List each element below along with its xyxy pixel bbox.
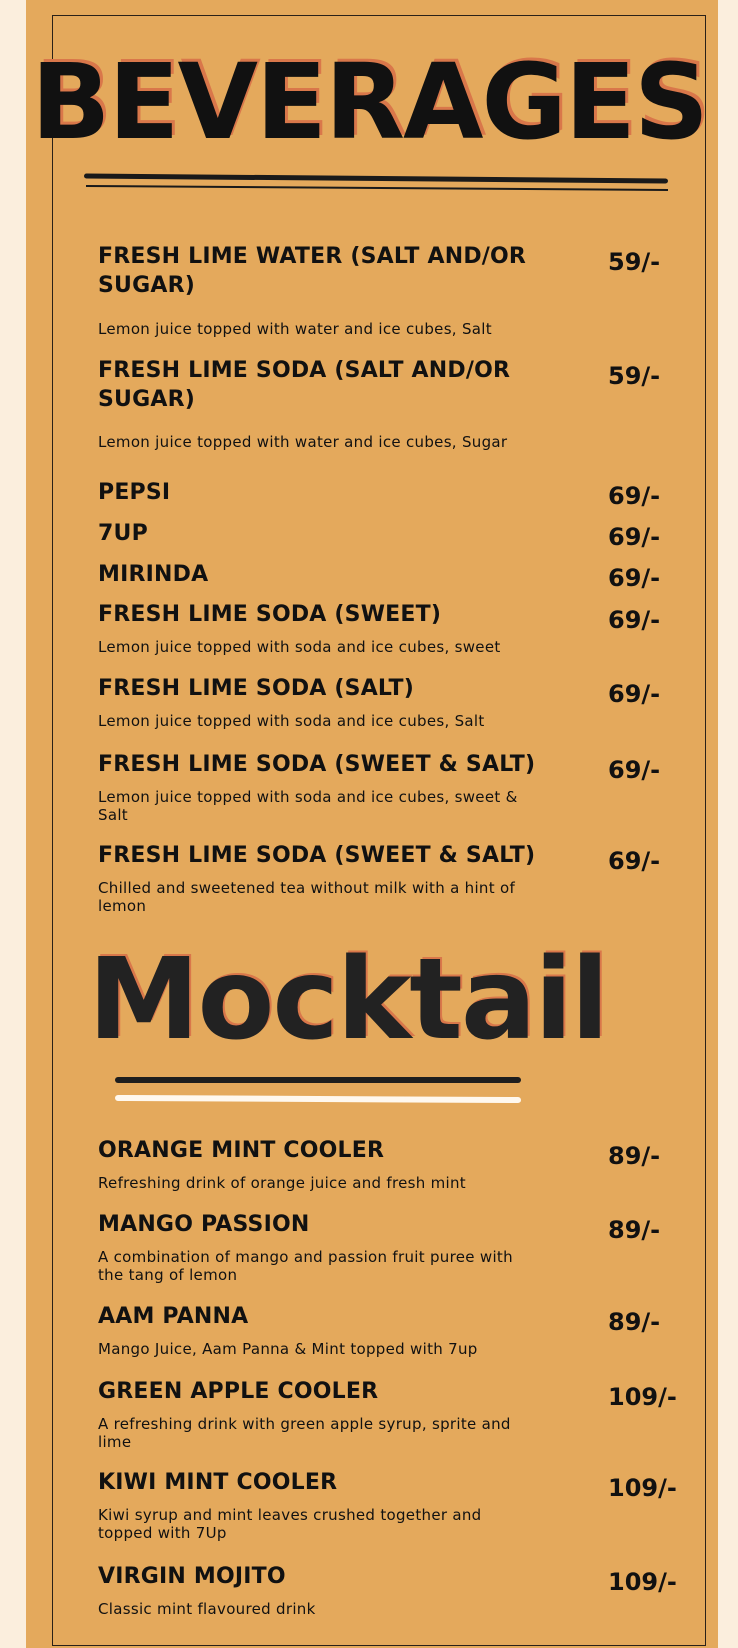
item-name: MIRINDA [98,562,209,587]
item-name: FRESH LIME SODA (SALT AND/OR SUGAR) [98,358,511,412]
item-price: 109/- [608,1568,677,1596]
item-description: Lemon juice topped with water and ice cubes, Salt [98,320,492,338]
item-name: FRESH LIME SODA (SWEET & SALT) [98,843,536,868]
item-name: MANGO PASSION [98,1212,310,1237]
item-description: A refreshing drink with green apple syrup, sprite and lime [98,1415,511,1451]
item-price: 109/- [608,1474,677,1502]
item-price: 109/- [608,1383,677,1411]
item-description: Chilled and sweetened tea without milk with a hint of lemon [98,879,516,915]
item-price: 89/- [608,1308,661,1336]
item-description: Lemon juice topped with water and ice cubes, Sugar [98,433,508,451]
item-price: 69/- [608,482,661,510]
item-price: 69/- [608,564,661,592]
mocktail-underline-dark [115,1077,521,1083]
item-description: Kiwi syrup and mint leaves crushed together and topped with 7Up [98,1506,482,1542]
menu-item [98,1377,698,1451]
item-description: Lemon juice topped with soda and ice cubes, sweet [98,638,501,656]
item-description: Mango Juice, Aam Panna & Mint topped with 7up [98,1340,478,1358]
menu-item [98,750,698,824]
menu-item [98,560,698,592]
item-price: 59/- [608,248,661,276]
menu-item [98,1468,698,1542]
item-price: 59/- [608,362,661,390]
item-price: 69/- [608,756,661,784]
item-name: FRESH LIME SODA (SWEET & SALT) [98,752,536,777]
item-price: 69/- [608,847,661,875]
item-name: GREEN APPLE COOLER [98,1379,379,1404]
menu-item [98,519,698,551]
item-price: 69/- [608,680,661,708]
item-description: Lemon juice topped with soda and ice cubes, Salt [98,712,485,730]
item-description: Refreshing drink of orange juice and fresh mint [98,1174,466,1192]
menu-item [98,674,698,730]
item-name: FRESH LIME SODA (SWEET) [98,602,442,627]
item-name: ORANGE MINT COOLER [98,1138,385,1163]
menu-item [98,356,698,451]
menu-item [98,841,698,915]
item-description: A combination of mango and passion fruit puree with the tang of lemon [98,1248,513,1284]
item-description: Lemon juice topped with soda and ice cubes, sweet & Salt [98,788,518,824]
menu-item [98,600,698,656]
section-title-beverages: BEVERAGES [31,41,707,163]
item-name: AAM PANNA [98,1304,249,1329]
menu-item [98,1210,698,1284]
menu-item [98,242,698,338]
item-price: 89/- [608,1216,661,1244]
item-name: VIRGIN MOJITO [98,1564,286,1589]
item-description: Classic mint flavoured drink [98,1600,316,1618]
item-name: PEPSI [98,480,171,505]
item-price: 69/- [608,606,661,634]
menu-item [98,478,698,510]
item-name: KIWI MINT COOLER [98,1470,338,1495]
section-title-mocktail: Mocktail [88,935,608,1065]
item-name: FRESH LIME SODA (SALT) [98,676,414,701]
menu-item [98,1562,698,1618]
item-name: 7UP [98,521,148,546]
item-price: 69/- [608,523,661,551]
menu-item [98,1302,698,1358]
item-price: 89/- [608,1142,661,1170]
menu-item [98,1136,698,1192]
item-name: FRESH LIME WATER (SALT AND/OR SUGAR) [98,244,527,298]
